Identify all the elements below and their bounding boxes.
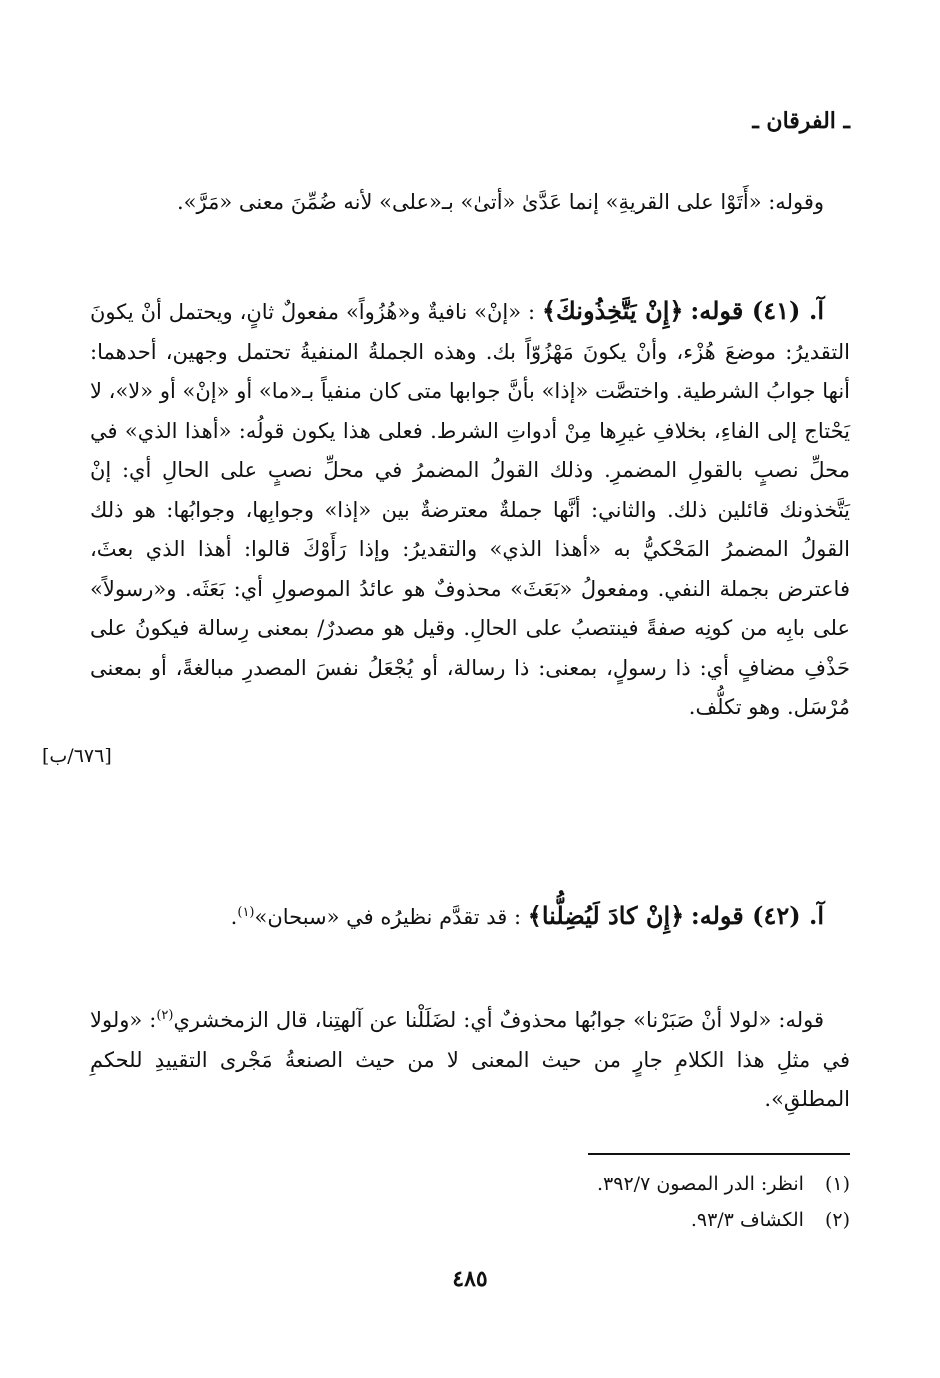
footnote-ref: (٢) bbox=[156, 1008, 174, 1023]
paragraph-end: . bbox=[230, 905, 238, 929]
paragraph-text: قوله: «لولا أنْ صَبَرْنا» جوابُها محذوفٌ أي: لضَلَلْنا عن آلهتِنا، قال الزمخشري bbox=[173, 1008, 825, 1032]
quran-verse: ﴿إِنْ يَتَّخِذُونكَ﴾ bbox=[541, 296, 684, 325]
footnotes bbox=[150, 1166, 850, 1238]
paragraph-verse-42 bbox=[90, 893, 850, 938]
footnote-2 bbox=[150, 1202, 850, 1238]
paragraph-1 bbox=[90, 183, 850, 223]
paragraph-text: وقوله: «أَتَوْا على القريةِ» إنما عَدَّىٰ «أتىٰ» بـ«على» لأنه ضُمِّنَ معنى «مَرَّ». bbox=[176, 190, 824, 214]
verse-label: آ. (٤٢) قوله: bbox=[690, 901, 824, 930]
paragraph-4 bbox=[90, 996, 850, 1120]
page-number: ٤٨٥ bbox=[452, 1266, 488, 1292]
paragraph-text: : «إنْ» نافيةٌ و«هُزُواً» مفعولٌ ثانٍ، ويحتمل أنْ يكونَ التقديرُ: موضعَ هُزْء، وأنْ يكونَ مَهْزُوّاً بك. وهذه الجملةُ المنفيةُ تحتمل وجهين، أحدهما: أنها جوابُ الشرطية. واختصَّت «إذا» بأنَّ جوابها متى كان منفياً بـ«ما» أو «إنْ» أو «لا»، لا يَحْتاج إلى الفاءِ، بخلافِ غيرِها مِنْ أدواتِ الشرط. فعلى هذا يكون قولُه: «أهذا الذي» في محلِّ نصبٍ بالقولِ المضمرِ. وذلك القولُ المضمرُ في محلِّ نصبٍ على الحالِ أي: إنْ يَتَّخذونك قائلين ذلك. والثاني: أنَّها جملةٌ معترضةٌ بين «إذا» وجوابِها، وجوابُها: هو ذلك القولُ المضمرُ المَحْكيُّ به «أهذا الذي» والتقديرُ: وإذا رَأَوْكَ قالوا: أهذا الذي بعثَ، فاعترض بجملة النفي. ومفعولُ «بَعَثَ» محذوفٌ هو عائدُ الموصولِ أي: بَعَثَه. و«رسولاً» على بابِه من كونِه صفةً فينتصبُ على الحالِ. وقيل هو مصدرٌ/ بمعنى رِسالة فيكونُ على حَذْفِ مضافٍ أي: ذا رسولٍ، بمعنى: ذا رسالة، أو يُجْعَلُ نفسَ المصدرِ مبالغةً، أو بمعنى مُرْسَل. وهو تكلُّف. bbox=[90, 300, 850, 719]
paragraph-text-continued: : «ولولا في مثلِ هذا الكلامِ جارٍ من حيث المعنى لا من حيث الصنعةُ مَجْرى التقييدِ للحكمِ المطلقِ». bbox=[90, 1008, 850, 1111]
paragraph-verse-41 bbox=[90, 291, 850, 728]
verse-label: آ. (٤١) قوله: bbox=[690, 296, 824, 325]
footnote-ref: (١) bbox=[237, 905, 255, 920]
footnote-text: انظر: الدر المصون ٣٩٢/٧. bbox=[597, 1173, 804, 1195]
footnote-number: (١) bbox=[824, 1173, 850, 1195]
paragraph-text: : قد تقدَّم نظيرُه في «سبحان» bbox=[254, 905, 522, 929]
footnote-text: الكشاف ٩٣/٣. bbox=[690, 1209, 804, 1231]
footnote-divider bbox=[588, 1153, 850, 1155]
footnote-number: (٢) bbox=[824, 1209, 850, 1231]
manuscript-folio-marker: [٦٧٦/ب] bbox=[42, 745, 112, 767]
quran-verse: ﴿إِنْ كادَ لَيُضِلُّنا﴾ bbox=[527, 901, 685, 930]
running-header: ـ الفرقان ـ bbox=[752, 108, 850, 134]
footnote-1 bbox=[150, 1166, 850, 1202]
